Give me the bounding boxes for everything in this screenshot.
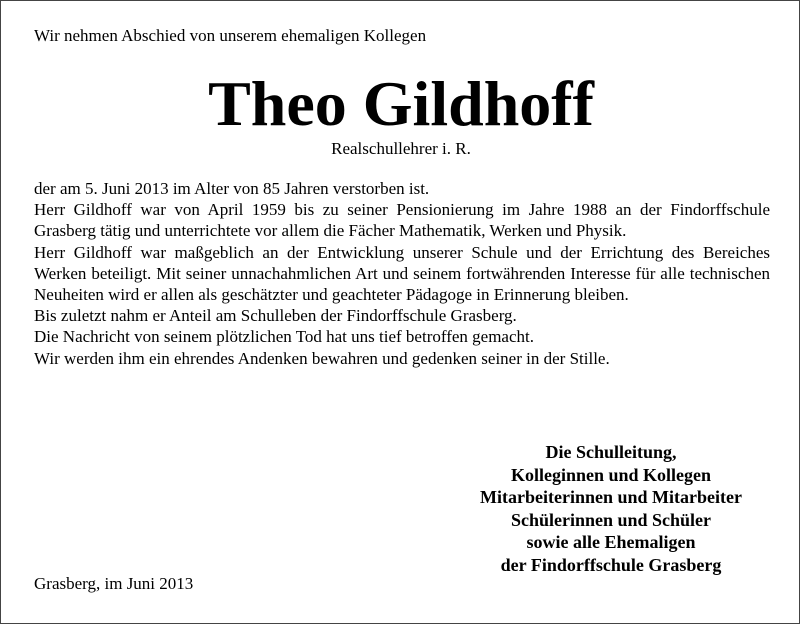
paragraph-career: Herr Gildhoff war von April 1959 bis zu seiner Pensionierung im Jahre 1988 an der Findorffschule Grasberg tätig und unterrichtete vor allem die Fächer Mathematik, Werken und Physik. <box>34 200 770 241</box>
place-date: Grasberg, im Juni 2013 <box>34 574 194 593</box>
deceased-role: Realschullehrer i. R. <box>331 139 471 158</box>
signature-line: Die Schulleitung, <box>545 442 677 462</box>
signature-line: der Findorffschule Grasberg <box>500 554 722 575</box>
paragraph-contribution: Herr Gildhoff war maßgeblich an der Entwicklung unserer Schule und der Errichtung des Bereiches Werken beteiligt. Mit seiner unnachahmlichen Art und seinem fortwährenden Interesse für alle technischen Neuheiten wird er allen als geschätzter und geachteter Pädagoge in Erinnerung bleiben. <box>34 242 770 305</box>
paragraph-school-life: Bis zuletzt nahm er Anteil am Schulleben der Findorffschule Grasberg. <box>34 306 517 326</box>
notice-body <box>34 178 770 369</box>
paragraph-death-date: der am 5. Juni 2013 im Alter von 85 Jahren verstorben ist. <box>34 179 430 198</box>
signature-line: Kolleginnen und Kollegen <box>510 464 712 485</box>
paragraph-remembrance: Wir werden ihm ein ehrendes Andenken bewahren und gedenken seiner in der Stille. <box>34 348 610 368</box>
deceased-name: Theo Gildhoff <box>208 68 594 139</box>
signature-line: Schülerinnen und Schüler <box>510 509 712 530</box>
intro-line: Wir nehmen Abschied von unserem ehemaligen Kollegen <box>34 26 427 45</box>
signature-block <box>441 441 781 576</box>
paragraph-news: Die Nachricht von seinem plötzlichen Tod hat uns tief betroffen gemacht. <box>34 327 534 347</box>
signature-line: Mitarbeiterinnen und Mitarbeiter <box>480 487 742 507</box>
signature-line: sowie alle Ehemaligen <box>526 532 696 552</box>
